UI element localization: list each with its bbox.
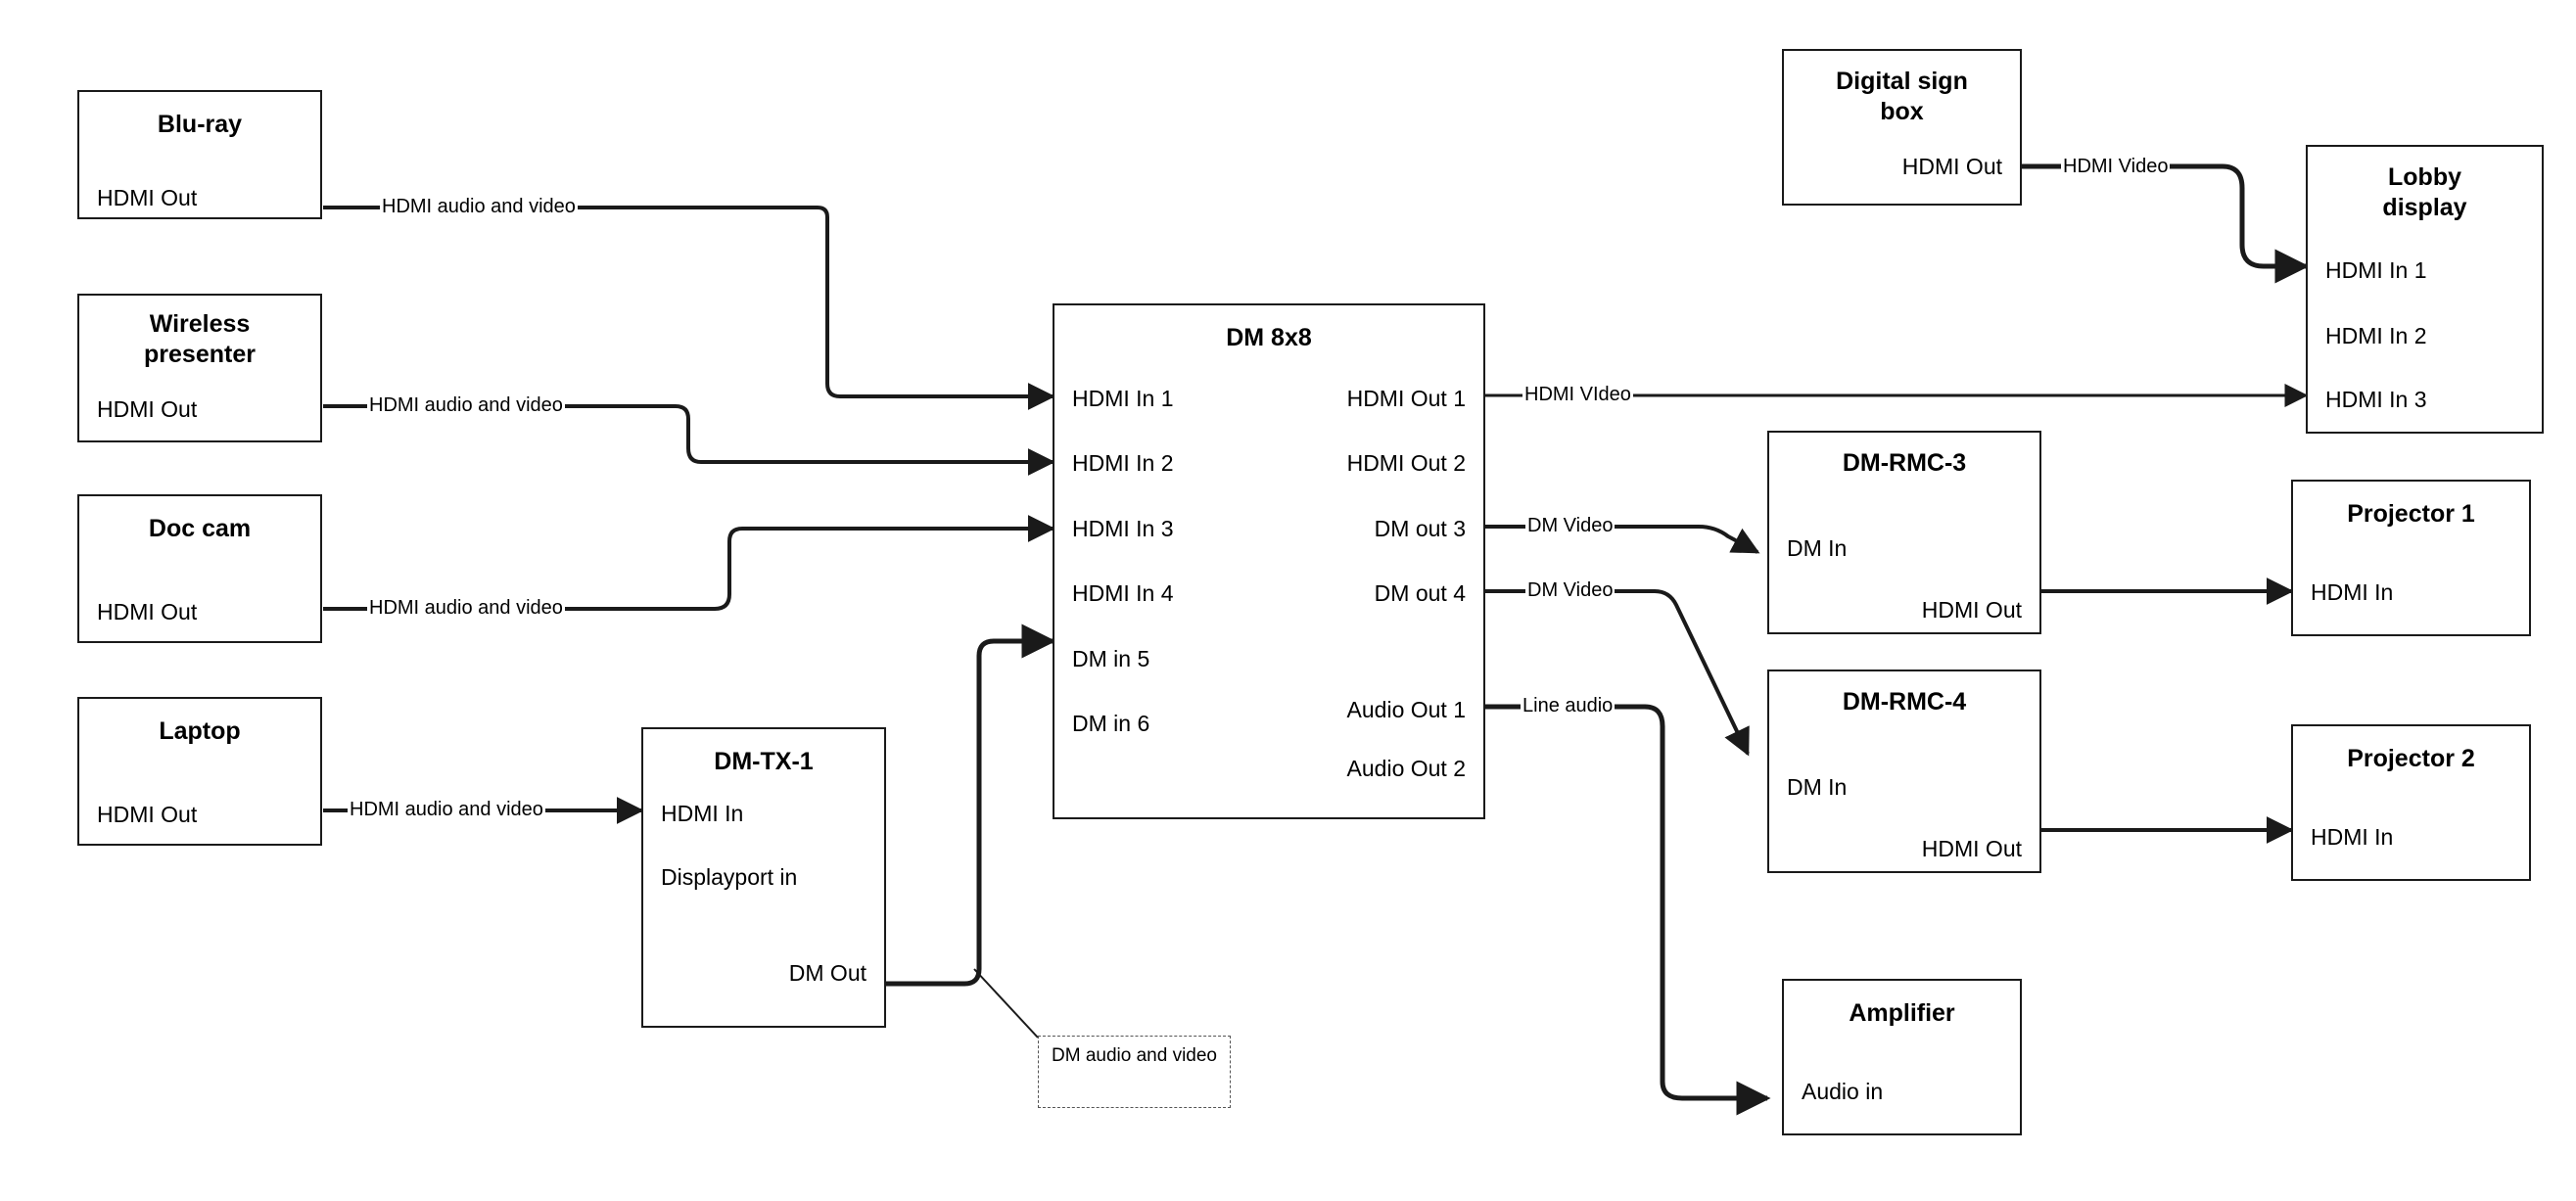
leader-dm-audio-video-note [974, 969, 1038, 1038]
port-dm-8x8-hdmi-out-2: HDMI Out 2 [1346, 450, 1466, 476]
port-dm-8x8-dm-in-5: DM in 5 [1072, 646, 1150, 671]
node-amplifier[interactable] [1782, 979, 2022, 1135]
node-dm-rmc-4[interactable] [1767, 670, 2041, 873]
node-dm-tx-1-title: DM-TX-1 [714, 748, 814, 775]
node-wireless-presenter[interactable] [77, 294, 322, 442]
port-dm-8x8-dm-in-6: DM in 6 [1072, 711, 1150, 736]
edge-label-doccam-to-dm: HDMI audio and video [369, 597, 563, 619]
port-dm-8x8-hdmi-out-1: HDMI Out 1 [1346, 386, 1466, 411]
port-dm-tx-1-dm-out: DM Out [788, 960, 866, 986]
port-dm-8x8-hdmi-in-1: HDMI In 1 [1072, 386, 1174, 411]
node-doc-cam-title: Doc cam [148, 515, 252, 542]
port-wireless-presenter-hdmi-out: HDMI Out [97, 396, 198, 422]
node-lobby-display-title: Lobby display [2382, 163, 2467, 221]
edge-label-bluray-to-dm: HDMI audio and video [382, 196, 576, 217]
node-lobby-display[interactable] [2306, 145, 2544, 434]
node-digital-sign-box-title: Digital sign box [1836, 68, 1968, 125]
port-dm-tx-1-hdmi-in: HDMI In [661, 801, 744, 826]
node-wireless-presenter-title: Wireless presenter [144, 310, 256, 368]
node-projector-2[interactable] [2291, 724, 2531, 881]
port-lobby-display-hdmi-in-1: HDMI In 1 [2325, 257, 2427, 283]
edge-label-wireless-to-dm: HDMI audio and video [369, 394, 563, 416]
port-dm-rmc-4-hdmi-out: HDMI Out [1921, 836, 2022, 861]
edge-label-dm-out3-to-rmc3: DM Video [1527, 515, 1614, 536]
port-dm-8x8-hdmi-in-3: HDMI In 3 [1072, 516, 1174, 541]
port-laptop-hdmi-out: HDMI Out [97, 802, 198, 827]
port-dm-rmc-4-dm-in: DM In [1787, 774, 1848, 800]
node-dm-tx-1[interactable] [641, 727, 886, 1028]
wire-dm-dmout4-to-rmc4 [1485, 591, 1748, 754]
node-laptop-title: Laptop [159, 717, 241, 745]
wire-sign-to-lobby-hdmi-in-1 [2022, 166, 2306, 266]
node-dm-rmc-3-title: DM-RMC-3 [1842, 449, 1967, 477]
port-dm-8x8-dm-out-4: DM out 4 [1374, 580, 1466, 606]
wire-tx-dmout-to-dm-in-5 [886, 641, 1053, 984]
edge-label-dm-out1-to-lobby: HDMI VIdeo [1524, 384, 1631, 405]
port-dm-8x8-dm-out-3: DM out 3 [1374, 516, 1466, 541]
port-bluray-hdmi-out: HDMI Out [97, 185, 198, 210]
wire-bluray-to-dm-hdmi-in-1 [323, 208, 1053, 396]
node-amplifier-title: Amplifier [1849, 999, 1955, 1027]
node-dm-rmc-4-title: DM-RMC-4 [1842, 688, 1967, 716]
port-dm-rmc-3-dm-in: DM In [1787, 535, 1848, 561]
edge-label-laptop-to-tx: HDMI audio and video [350, 799, 543, 820]
port-digital-sign-box-hdmi-out: HDMI Out [1901, 154, 2002, 179]
note-dm-audio-and-video: DM audio and video [1038, 1036, 1231, 1108]
port-dm-8x8-audio-out-1: Audio Out 1 [1346, 697, 1466, 722]
wire-dm-audioout1-to-amplifier [1485, 707, 1767, 1098]
edge-label-dm-out4-to-rmc4: DM Video [1527, 579, 1614, 601]
port-dm-tx-1-displayport-in: Displayport in [661, 864, 798, 890]
node-dm-rmc-3[interactable] [1767, 431, 2041, 634]
port-projector-2-hdmi-in: HDMI In [2311, 824, 2394, 850]
port-dm-8x8-hdmi-in-2: HDMI In 2 [1072, 450, 1174, 476]
port-dm-rmc-3-hdmi-out: HDMI Out [1921, 597, 2022, 623]
port-dm-8x8-audio-out-2: Audio Out 2 [1346, 756, 1466, 781]
port-doc-cam-hdmi-out: HDMI Out [97, 599, 198, 624]
node-projector-1[interactable] [2291, 480, 2531, 636]
port-lobby-display-hdmi-in-3: HDMI In 3 [2325, 387, 2427, 412]
node-projector-2-title: Projector 2 [2347, 745, 2475, 772]
node-projector-1-title: Projector 1 [2347, 500, 2475, 528]
port-lobby-display-hdmi-in-2: HDMI In 2 [2325, 323, 2427, 348]
node-laptop[interactable] [77, 697, 322, 846]
port-dm-8x8-hdmi-in-4: HDMI In 4 [1072, 580, 1174, 606]
edge-label-dm-audio1-to-amp: Line audio [1522, 695, 1614, 716]
node-bluray[interactable] [77, 90, 322, 219]
node-dm-8x8[interactable] [1053, 303, 1485, 819]
node-bluray-title: Blu-ray [157, 111, 243, 138]
node-dm-8x8-title: DM 8x8 [1226, 324, 1312, 351]
port-projector-1-hdmi-in: HDMI In [2311, 579, 2394, 605]
node-doc-cam[interactable] [77, 494, 322, 643]
edge-label-sign-to-lobby: HDMI Video [2063, 156, 2169, 177]
port-amplifier-audio-in: Audio in [1802, 1079, 1884, 1104]
node-digital-sign-box[interactable] [1782, 49, 2022, 206]
